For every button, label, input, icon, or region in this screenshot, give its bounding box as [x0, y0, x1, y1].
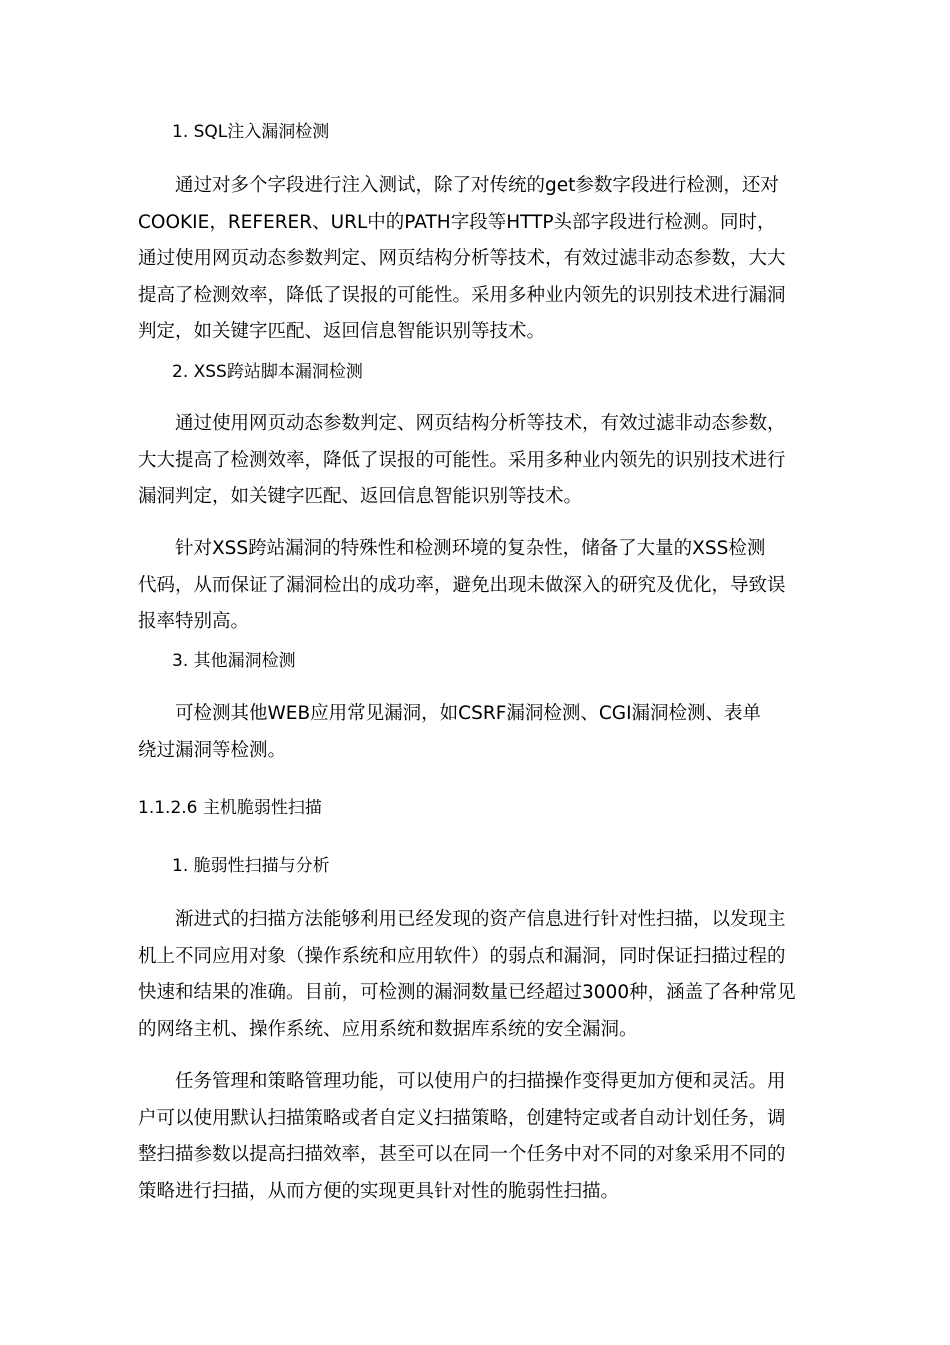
paragraph-xss-1 [138, 406, 828, 516]
text-line: 的网络主机、操作系统、应用系统和数据库系统的安全漏洞。 [138, 1018, 638, 1040]
subsection-heading-host-scan: 1.1.2.6 主机脆弱性扫描 [138, 798, 322, 818]
text-line: 渐进式的扫描方法能够利用已经发现的资产信息进行针对性扫描，以发现主 [138, 909, 786, 930]
text-line: 任务管理和策略管理功能，可以使用户的扫描操作变得更加方便和灵活。用 [138, 1071, 786, 1092]
text-line: 整扫描参数以提高扫描效率，甚至可以在同一个任务中对不同的对象采用不同的 [138, 1144, 786, 1165]
text-line: 代码，从而保证了漏洞检出的成功率，避免出现未做深入的研究及优化，导致误 [138, 574, 786, 596]
paragraph-xss-2 [138, 531, 828, 641]
paragraph-vuln-scan-1 [138, 902, 828, 1048]
text-line: 提高了检测效率，降低了误报的可能性。采用多种业内领先的识别技术进行漏洞 [138, 284, 786, 306]
text-line: 通过对多个字段进行注入测试，除了对传统的get参数字段进行检测，还对 [138, 175, 779, 196]
paragraph-sql-injection [138, 168, 828, 351]
text-line: COOKIE，REFERER、URL中的PATH字段等HTTP头部字段进行检测。同时， [138, 211, 776, 233]
text-line: 绕过漏洞等检测。 [138, 739, 287, 761]
text-line: 通过使用网页动态参数判定、网页结构分析等技术，有效过滤非动态参数， [138, 413, 786, 434]
section-heading-xss: 2. XSS跨站脚本漏洞检测 [172, 362, 363, 382]
text-line: 策略进行扫描，从而方便的实现更具针对性的脆弱性扫描。 [138, 1180, 620, 1202]
section-heading-other: 3. 其他漏洞检测 [172, 651, 296, 671]
section-heading-vuln-scan: 1. 脆弱性扫描与分析 [172, 856, 330, 876]
text-line: 大大提高了检测效率，降低了误报的可能性。采用多种业内领先的识别技术进行 [138, 449, 786, 471]
text-line: 快速和结果的准确。目前，可检测的漏洞数量已经超过3000种，涵盖了各种常见 [138, 982, 796, 1003]
section-heading-sql-injection: 1. SQL注入漏洞检测 [172, 122, 330, 142]
text-line: 通过使用网页动态参数判定、网页结构分析等技术，有效过滤非动态参数，大大 [138, 248, 786, 269]
text-line: 判定，如关键字匹配、返回信息智能识别等技术。 [138, 321, 546, 342]
text-line: 针对XSS跨站漏洞的特殊性和检测环境的复杂性，储备了大量的XSS检测 [138, 538, 766, 559]
text-line: 可检测其他WEB应用常见漏洞，如CSRF漏洞检测、CGI漏洞检测、表单 [138, 703, 762, 724]
paragraph-vuln-scan-2 [138, 1064, 828, 1210]
text-line: 机上不同应用对象（操作系统和应用软件）的弱点和漏洞，同时保证扫描过程的 [138, 945, 786, 967]
text-line: 户可以使用默认扫描策略或者自定义扫描策略，创建特定或者自动计划任务，调 [138, 1107, 786, 1129]
text-line: 报率特别高。 [138, 611, 250, 632]
paragraph-other [138, 696, 828, 769]
text-line: 漏洞判定，如关键字匹配、返回信息智能识别等技术。 [138, 486, 583, 507]
